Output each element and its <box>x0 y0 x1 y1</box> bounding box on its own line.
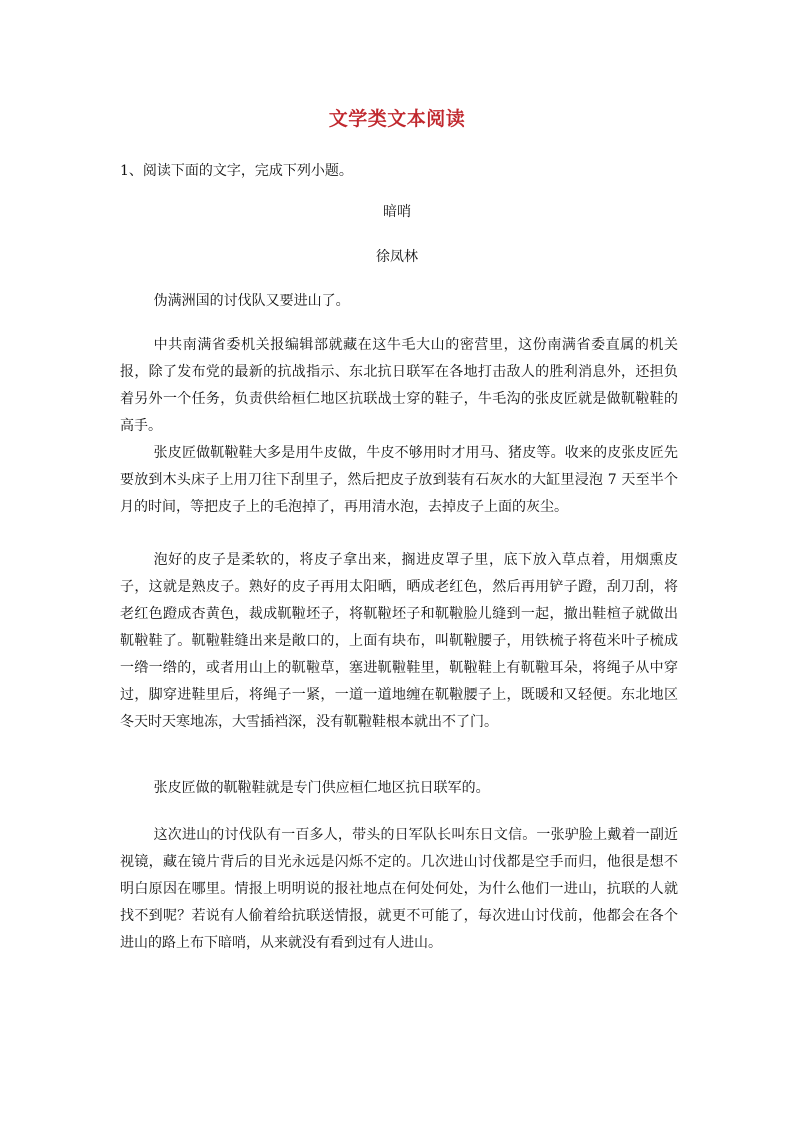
paragraph-6: 这次进山的讨伐队有一百多人，带头的日军队长叫东日文信。一张驴脸上戴着一副近视镜，藏在镜片背后的目光永远是闪烁不定的。几次进山讨伐都是空手而归，他很是想不明白原因在哪里。情报上明明说的报社地点在何处何处，为什么他们一进山，抗联的人就找不到呢？若说有人偷着给抗联送情报，就更不可能了，每次进山讨伐前，他都会在各个进山的路上布下暗哨，从来就没有看到过有人进山。 <box>120 827 678 951</box>
page-title: 文学类文本阅读 <box>328 108 466 130</box>
story-title: 暗哨 <box>383 204 411 220</box>
story-author: 徐凤林 <box>376 249 418 265</box>
paragraph-4: 泡好的皮子是柔软的，将皮子拿出来，搁进皮罩子里，底下放入草点着，用烟熏皮子，这就是熟皮子。熟好的皮子再用太阳晒，晒成老红色，然后再用铲子蹬，刮刀刮，将老红色蹬成杏黄色，裁成靰鞡坯子，将靰鞡坯子和靰鞡脸儿缝到一起，撤出鞋楦子就做出靰鞡鞋了。靰鞡鞋缝出来是敞口的，上面有块布，叫靰鞡腰子，用铁梳子将苞米叶子梳成一绺一绺的，或者用山上的靰鞡草，塞进靰鞡鞋里，靰鞡鞋上有靰鞡耳朵，将绳子从中穿过，脚穿进鞋里后，将绳子一紧，一道一道地缠在靰鞡腰子上，既暖和又轻便。东北地区冬天时天寒地冻，大雪插裆深，没有靰鞡鞋根本就出不了门。 <box>120 552 678 730</box>
paragraph-3: 张皮匠做靰鞡鞋大多是用牛皮做，牛皮不够用时才用马、猪皮等。收来的皮张皮匠先要放到木头床子上用刀往下刮里子，然后把皮子放到装有石灰水的大缸里浸泡 7 天至半个月的时间，等把皮子上的毛泡掉了，再用清水泡，去掉皮子上面的灰尘。 <box>120 445 678 515</box>
paragraph-5: 张皮匠做的靰鞡鞋就是专门供应桓仁地区抗日联军的。 <box>153 780 490 796</box>
paragraph-1: 伪满洲国的讨伐队又要进山了。 <box>153 293 350 309</box>
question-label: 1、阅读下面的文字，完成下列小题。 <box>120 163 353 179</box>
paragraph-2: 中共南满省委机关报编辑部就藏在这牛毛大山的密营里，这份南满省委直属的机关报，除了发布党的最新的抗战指示、东北抗日联军在各地打击敌人的胜利消息外，还担负着另外一个任务，负责供给桓仁地区抗联战士穿的鞋子，牛毛沟的张皮匠就是做靰鞡鞋的高手。 <box>120 337 678 434</box>
